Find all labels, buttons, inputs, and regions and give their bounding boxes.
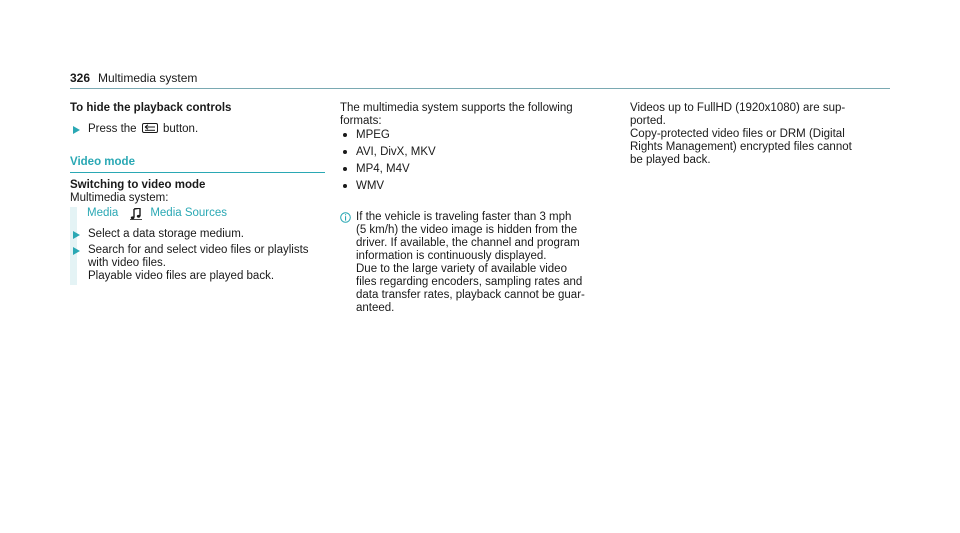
back-icon	[142, 123, 158, 133]
paragraph-line: be played back.	[630, 154, 711, 166]
formats-intro-line: formats:	[340, 115, 382, 127]
paragraph-line: Copy-protected video files or DRM (Digital	[630, 128, 845, 140]
list-item: WMV	[356, 180, 385, 192]
nav-media-sources: Media Sources	[150, 207, 228, 219]
note-line: (5 km/h) the video image is hidden from the	[356, 224, 578, 236]
paragraph-line: ported.	[630, 115, 666, 127]
switching-heading: Switching to video mode	[70, 179, 206, 191]
multimedia-system-label: Multimedia system:	[70, 192, 169, 204]
nav-path-bar	[70, 207, 77, 285]
note-line: anteed.	[356, 302, 395, 314]
step-text-after: button.	[162, 123, 199, 135]
note-line: information is continuously displayed.	[356, 250, 547, 262]
step-text: Press the	[88, 123, 137, 135]
nav-path	[87, 207, 227, 220]
list-item: MP4, M4V	[356, 163, 410, 175]
info-icon	[340, 212, 351, 223]
video-mode-section-title: Video mode	[70, 156, 325, 173]
bullet	[343, 133, 347, 137]
note-line: If the vehicle is traveling faster than 3 mph	[356, 211, 572, 223]
page-header	[70, 72, 890, 89]
page-number: 326	[70, 71, 91, 85]
list-item: AVI, DivX, MKV	[356, 146, 436, 158]
list-item: MPEG	[356, 129, 390, 141]
step-arrow-icon	[73, 126, 80, 134]
step-arrow-icon	[73, 231, 80, 239]
bullet	[343, 150, 347, 154]
note-line: Due to the large variety of available video	[356, 263, 567, 275]
note-line: data transfer rates, playback cannot be guar-	[356, 289, 585, 301]
nav-media: Media	[87, 207, 119, 219]
note-line: files regarding encoders, sampling rates and	[356, 276, 583, 288]
formats-intro-line: The multimedia system supports the following	[340, 102, 573, 114]
step-arrow-icon	[73, 247, 80, 255]
paragraph-line: Rights Management) encrypted files cannot	[630, 141, 852, 153]
bullet	[343, 167, 347, 171]
header-section-name: Multimedia system	[98, 71, 198, 85]
note-line: driver. If available, the channel and program	[356, 237, 580, 249]
hide-controls-heading: To hide the playback controls	[70, 102, 232, 114]
music-note-icon	[130, 208, 142, 220]
paragraph-line: Videos up to FullHD (1920x1080) are sup-	[630, 102, 846, 114]
bullet	[343, 184, 347, 188]
